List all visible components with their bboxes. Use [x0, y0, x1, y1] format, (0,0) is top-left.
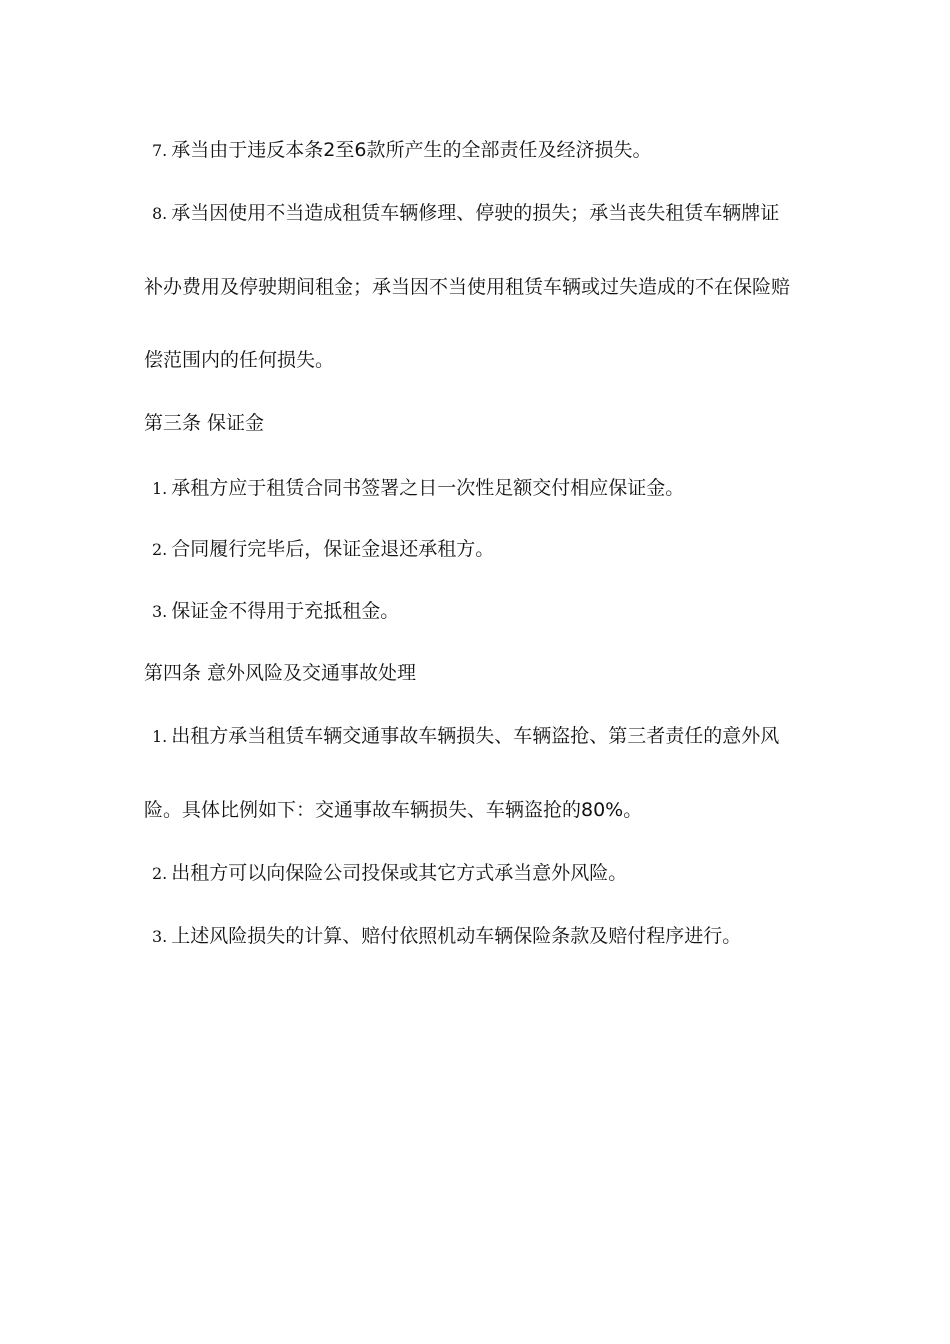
paragraph-8-continued	[144, 275, 790, 299]
paragraph-text: 承当由于违反本条2至6款所产生的全部责任及经济损失。	[171, 139, 652, 161]
paragraph-3-3	[152, 599, 399, 624]
paragraph-3-1	[152, 476, 684, 501]
paragraph-text: 补办费用及停驶期间租金；承当因不当使用租赁车辆或过失造成的不在保险赔	[144, 276, 791, 298]
paragraph-text: 险。具体比例如下：交通事故车辆损失、车辆盗抢的80%。	[144, 799, 643, 821]
item-number: 1.	[152, 479, 168, 498]
paragraph-4-1	[152, 724, 779, 749]
item-number: 3.	[152, 602, 168, 621]
paragraph-text: 出租方承当租赁车辆交通事故车辆损失、车辆盗抢、第三者责任的意外风	[171, 725, 780, 747]
paragraph-text: 偿范围内的任何损失。	[144, 349, 335, 371]
paragraph-text: 出租方可以向保险公司投保或其它方式承当意外风险。	[171, 862, 628, 884]
item-number: 8.	[152, 204, 168, 223]
item-number: 7.	[152, 141, 168, 160]
paragraph-text: 保证金不得用于充抵租金。	[171, 600, 400, 622]
paragraph-text: 承当因使用不当造成租赁车辆修理、停驶的损失；承当丧失租赁车辆牌证	[171, 202, 780, 224]
paragraph-4-3	[152, 924, 741, 949]
paragraph-4-1-continued	[144, 798, 642, 822]
paragraph-7	[152, 138, 651, 163]
paragraph-text: 上述风险损失的计算、赔付依照机动车辆保险条款及赔付程序进行。	[171, 925, 742, 947]
section-heading-article-3	[144, 411, 264, 435]
item-number: 3.	[152, 927, 168, 946]
item-number: 2.	[152, 540, 168, 559]
paragraph-3-2	[152, 537, 494, 562]
paragraph-4-2	[152, 861, 627, 886]
section-heading: 第四条 意外风险及交通事故处理	[144, 662, 417, 684]
item-number: 2.	[152, 864, 168, 883]
paragraph-text: 承租方应于租赁合同书签署之日一次性足额交付相应保证金。	[171, 477, 685, 499]
paragraph-text: 合同履行完毕后，保证金退还承租方。	[171, 538, 495, 560]
paragraph-8-continued	[144, 348, 334, 372]
item-number: 1.	[152, 727, 168, 746]
section-heading-article-4	[144, 661, 416, 685]
section-heading: 第三条 保证金	[144, 412, 265, 434]
paragraph-8	[152, 201, 779, 226]
